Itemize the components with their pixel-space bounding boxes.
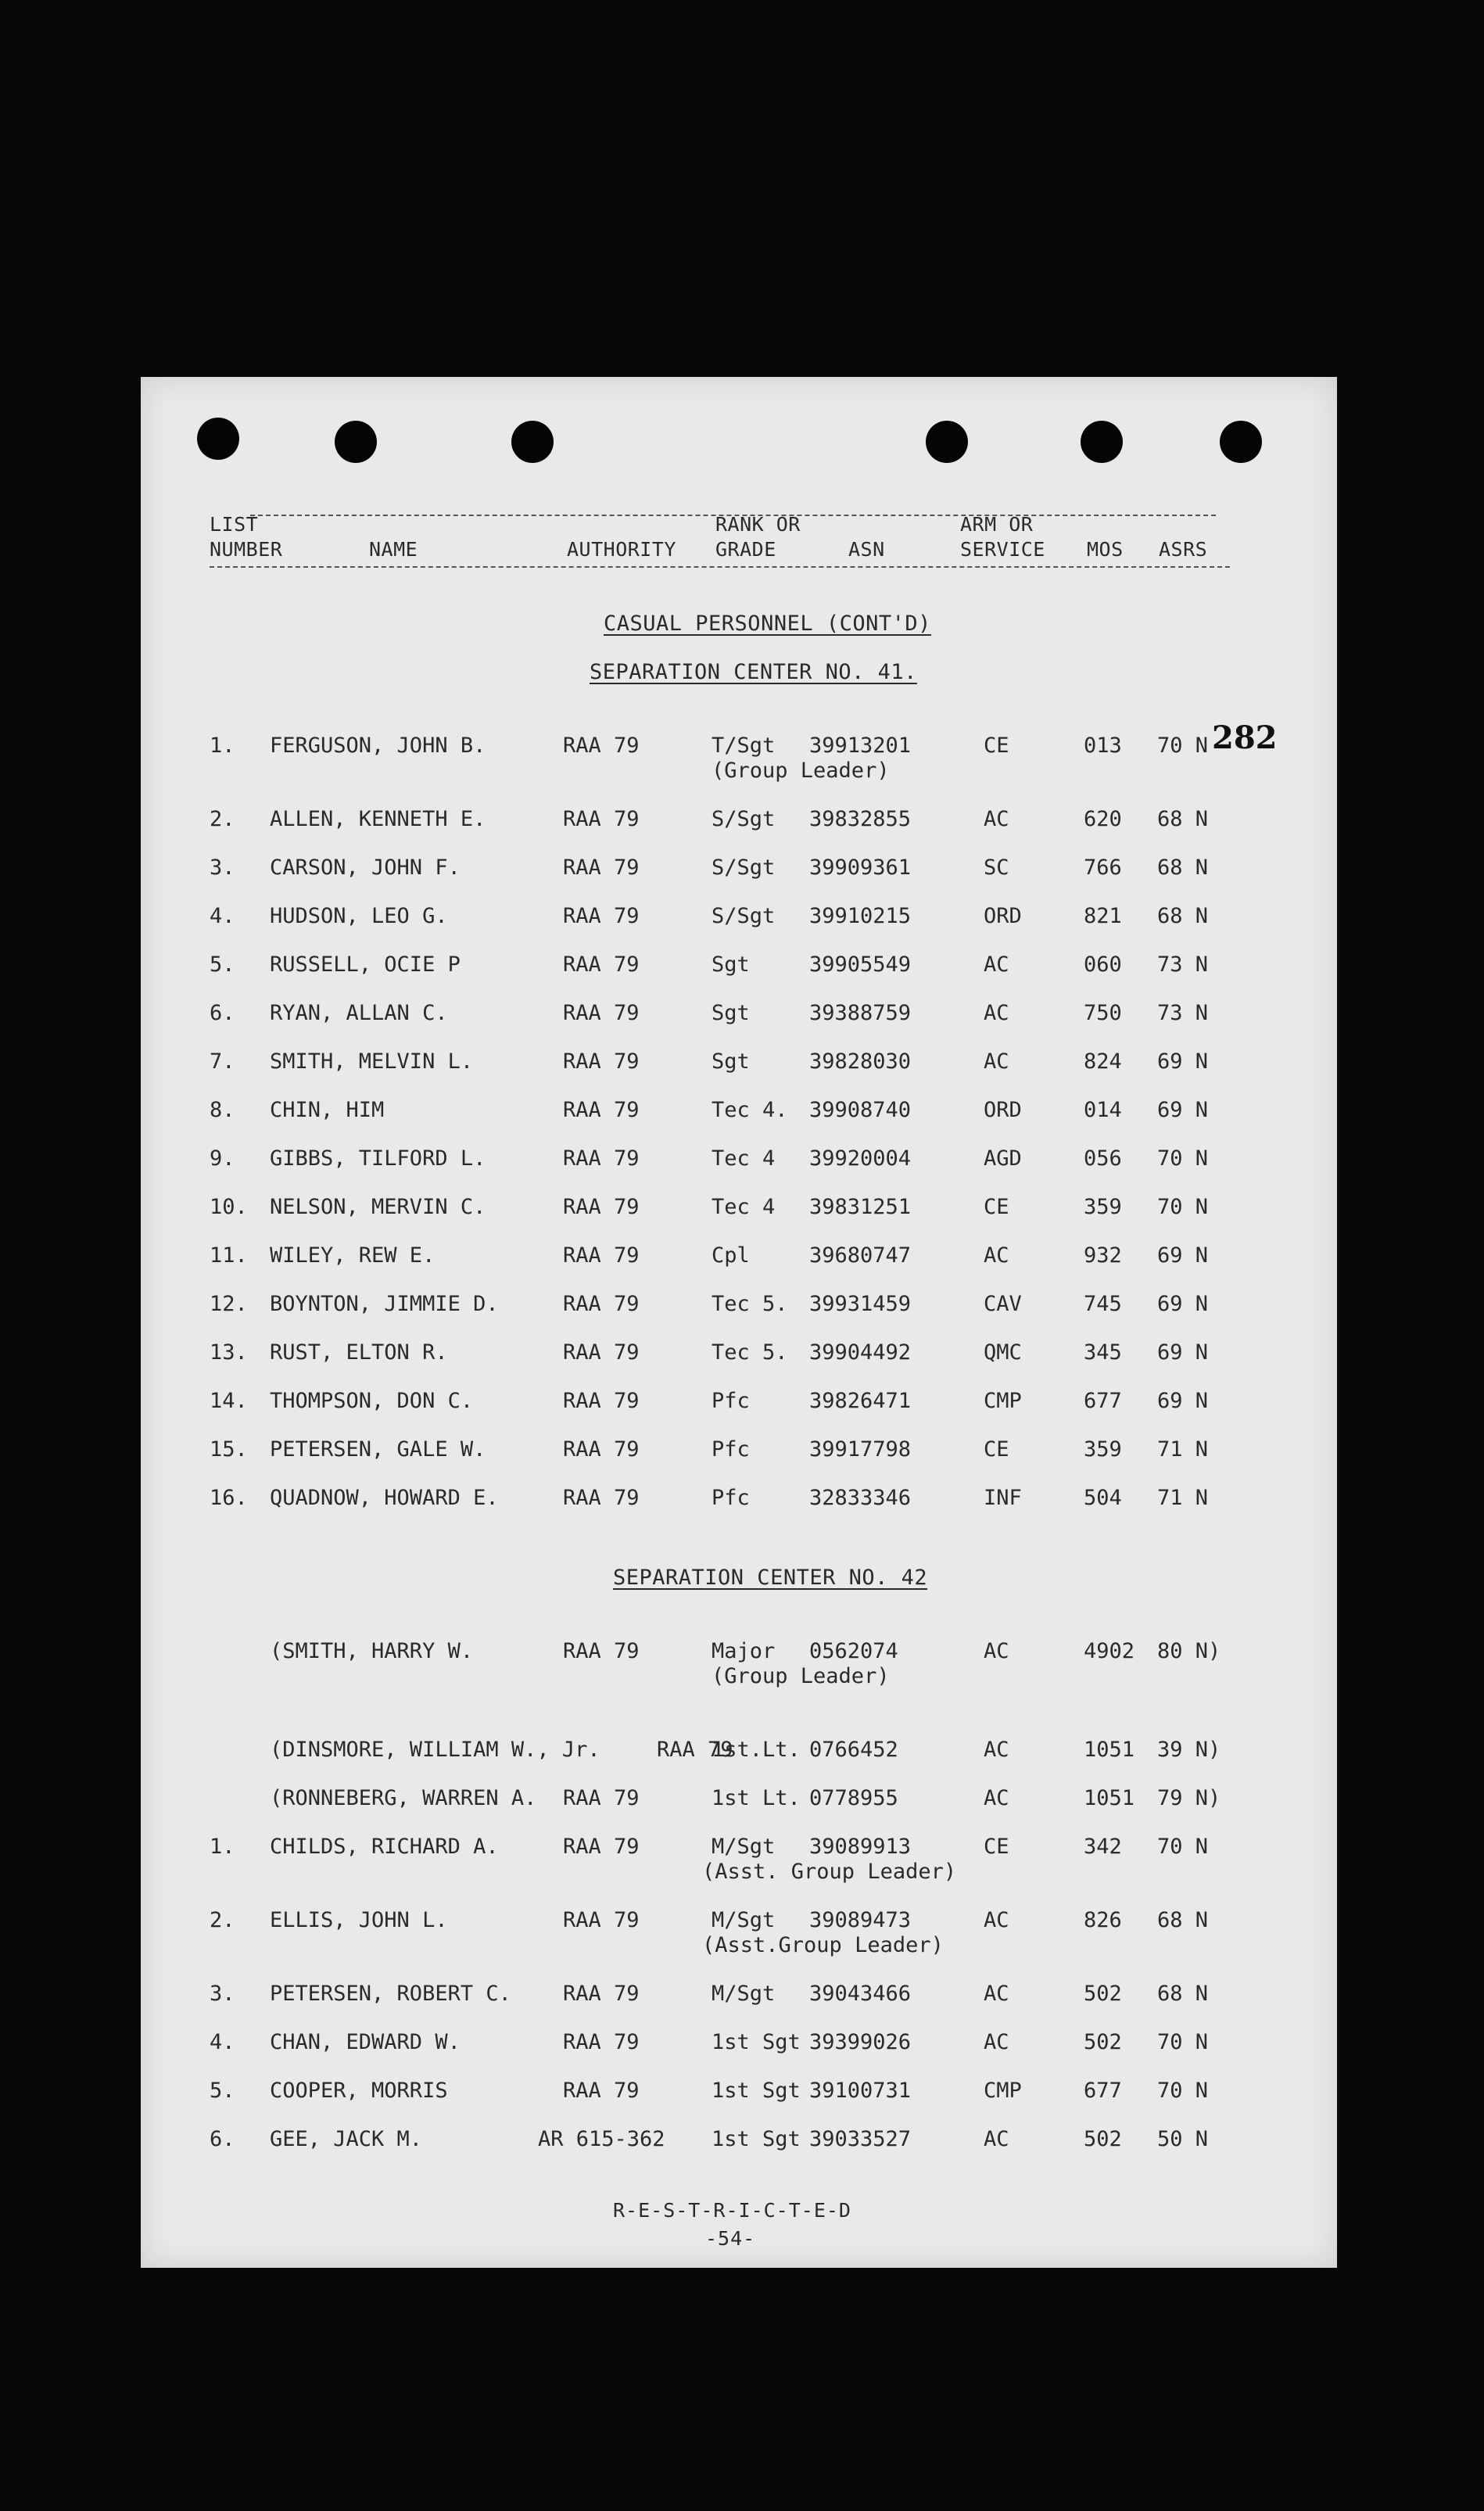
authority-cell: RAA 79 (563, 2030, 640, 2054)
service-cell: CE (984, 734, 1009, 758)
mos-cell: 359 (1084, 1437, 1122, 1462)
mos-cell: 1051 (1084, 1738, 1135, 1762)
authority-cell: RAA 79 (563, 1098, 640, 1122)
service-cell: ORD (984, 904, 1022, 928)
service-cell: CE (984, 1437, 1009, 1462)
list-number: 7. (210, 1049, 235, 1074)
asrs-cell: 69 N (1157, 1098, 1209, 1122)
name-cell: NELSON, MERVIN C. (270, 1195, 486, 1219)
table-row (141, 1340, 1337, 1367)
punch-hole (926, 421, 968, 463)
name-cell: PETERSEN, GALE W. (270, 1437, 486, 1462)
name-cell: QUADNOW, HOWARD E. (270, 1486, 499, 1510)
grade-cell: Sgt (712, 1049, 750, 1074)
name-cell: (DINSMORE, WILLIAM W., Jr. (270, 1738, 600, 1762)
page-stamp-number: 282 (1212, 719, 1278, 756)
asrs-cell: 70 N (1157, 1195, 1209, 1219)
asn-cell: 39917798 (809, 1437, 912, 1462)
mos-cell: 359 (1084, 1195, 1122, 1219)
asn-cell: 39832855 (809, 807, 912, 831)
asrs-cell: 73 N (1157, 952, 1209, 977)
role-note: (Group Leader) (712, 759, 890, 783)
mos-cell: 4902 (1084, 1639, 1135, 1663)
mos-cell: 620 (1084, 807, 1122, 831)
center-42-title: SEPARATION CENTER NO. 42 (613, 1566, 928, 1590)
header-name: NAME (369, 538, 418, 561)
service-cell: ORD (984, 1098, 1022, 1122)
asrs-cell: 68 N (1157, 1908, 1209, 1932)
asrs-cell: 68 N (1157, 807, 1209, 831)
name-cell: GIBBS, TILFORD L. (270, 1146, 486, 1171)
list-number: 12. (210, 1292, 248, 1316)
list-number: 2. (210, 1908, 235, 1932)
mos-cell: 502 (1084, 2127, 1122, 2151)
table-row (141, 2127, 1337, 2154)
name-cell: CARSON, JOHN F. (270, 856, 461, 880)
authority-cell: RAA 79 (563, 1908, 640, 1932)
list-number: 8. (210, 1098, 235, 1122)
authority-cell: RAA 79 (563, 1982, 640, 2006)
asrs-cell: 68 N (1157, 904, 1209, 928)
service-cell: AC (984, 1738, 1009, 1762)
asn-cell: 39931459 (809, 1292, 912, 1316)
name-cell: (SMITH, HARRY W. (270, 1639, 474, 1663)
asrs-cell: 79 N) (1157, 1786, 1221, 1810)
asn-cell: 39828030 (809, 1049, 912, 1074)
asrs-cell: 73 N (1157, 1001, 1209, 1025)
mos-cell: 014 (1084, 1098, 1122, 1122)
grade-cell: 1st Lt. (712, 1786, 801, 1810)
service-cell: AC (984, 1786, 1009, 1810)
table-row (141, 1098, 1337, 1125)
grade-cell: Tec 5. (712, 1292, 788, 1316)
list-number: 4. (210, 2030, 235, 2054)
mos-cell: 013 (1084, 734, 1122, 758)
asn-cell: 39909361 (809, 856, 912, 880)
service-cell: CMP (984, 1389, 1022, 1413)
name-cell: COOPER, MORRIS (270, 2079, 448, 2103)
name-cell: GEE, JACK M. (270, 2127, 423, 2151)
asrs-cell: 69 N (1157, 1243, 1209, 1268)
name-cell: RUSSELL, OCIE P (270, 952, 461, 977)
service-cell: SC (984, 856, 1009, 880)
asrs-cell: 70 N (1157, 2030, 1209, 2054)
list-number: 9. (210, 1146, 235, 1171)
list-number: 3. (210, 1982, 235, 2006)
table-row (141, 1982, 1337, 2008)
list-number: 16. (210, 1486, 248, 1510)
section-title: CASUAL PERSONNEL (CONT'D) (604, 612, 931, 636)
table-row (141, 1195, 1337, 1221)
authority-cell: RAA 79 (563, 1437, 640, 1462)
mos-cell: 342 (1084, 1835, 1122, 1859)
mos-cell: 826 (1084, 1908, 1122, 1932)
asn-cell: 39904492 (809, 1340, 912, 1365)
asrs-cell: 80 N) (1157, 1639, 1221, 1663)
name-cell: ELLIS, JOHN L. (270, 1908, 448, 1932)
asn-cell: 39100731 (809, 2079, 912, 2103)
table-row (141, 1738, 1337, 1764)
name-cell: BOYNTON, JIMMIE D. (270, 1292, 499, 1316)
authority-cell: RAA 79 (563, 856, 640, 880)
grade-cell: S/Sgt (712, 904, 776, 928)
asrs-cell: 69 N (1157, 1389, 1209, 1413)
name-cell: THOMPSON, DON C. (270, 1389, 474, 1413)
grade-cell: M/Sgt (712, 1982, 776, 2006)
service-cell: AC (984, 2127, 1009, 2151)
asrs-cell: 69 N (1157, 1340, 1209, 1365)
name-cell: RUST, ELTON R. (270, 1340, 448, 1365)
grade-cell: Tec 4. (712, 1098, 788, 1122)
asn-cell: 39910215 (809, 904, 912, 928)
role-note: (Asst. Group Leader) (702, 1860, 957, 1884)
list-number: 1. (210, 1835, 235, 1859)
authority-cell: RAA 79 (657, 1738, 733, 1762)
grade-cell: 1st Sgt (712, 2030, 801, 2054)
asn-cell: 39043466 (809, 1982, 912, 2006)
asn-cell: 39913201 (809, 734, 912, 758)
asrs-cell: 68 N (1157, 1982, 1209, 2006)
authority-cell: RAA 79 (563, 734, 640, 758)
punch-hole (511, 421, 554, 463)
asn-cell: 39388759 (809, 1001, 912, 1025)
authority-cell: RAA 79 (563, 1243, 640, 1268)
asn-cell: 39831251 (809, 1195, 912, 1219)
table-row (141, 1243, 1337, 1270)
list-number: 5. (210, 2079, 235, 2103)
header-rule-bottom (210, 566, 1230, 568)
table-row (141, 2030, 1337, 2057)
service-cell: CE (984, 1835, 1009, 1859)
list-number: 5. (210, 952, 235, 977)
table-row (141, 1049, 1337, 1076)
table-row (141, 1908, 1337, 1957)
grade-cell: S/Sgt (712, 807, 776, 831)
asn-cell: 39680747 (809, 1243, 912, 1268)
table-row (141, 1146, 1337, 1173)
asn-cell: 39920004 (809, 1146, 912, 1171)
punch-hole (197, 418, 239, 460)
service-cell: AC (984, 1639, 1009, 1663)
authority-cell: RAA 79 (563, 904, 640, 928)
authority-cell: RAA 79 (563, 1786, 640, 1810)
table-row (141, 1835, 1337, 1884)
grade-cell: Tec 4 (712, 1146, 776, 1171)
service-cell: AC (984, 1982, 1009, 2006)
name-cell: FERGUSON, JOHN B. (270, 734, 486, 758)
table-row (141, 856, 1337, 882)
grade-cell: Pfc (712, 1389, 750, 1413)
list-number: 1. (210, 734, 235, 758)
authority-cell: RAA 79 (563, 1835, 640, 1859)
table-row (141, 1001, 1337, 1028)
page-number: -54- (705, 2227, 756, 2250)
asrs-cell: 68 N (1157, 856, 1209, 880)
list-number: 14. (210, 1389, 248, 1413)
name-cell: RYAN, ALLAN C. (270, 1001, 448, 1025)
name-cell: PETERSEN, ROBERT C. (270, 1982, 511, 2006)
mos-cell: 502 (1084, 1982, 1122, 2006)
restricted-marking: R-E-S-T-R-I-C-T-E-D (613, 2199, 851, 2222)
mos-cell: 345 (1084, 1340, 1122, 1365)
table-row (141, 1486, 1337, 1512)
name-cell: SMITH, MELVIN L. (270, 1049, 474, 1074)
asrs-cell: 39 N) (1157, 1738, 1221, 1762)
mos-cell: 1051 (1084, 1786, 1135, 1810)
list-number: 6. (210, 2127, 235, 2151)
asn-cell: 39905549 (809, 952, 912, 977)
role-note: (Asst.Group Leader) (702, 1933, 944, 1957)
name-cell: HUDSON, LEO G. (270, 904, 448, 928)
grade-cell: 1st.Lt. (712, 1738, 801, 1762)
table-row (141, 1786, 1337, 1813)
grade-cell: Tec 5. (712, 1340, 788, 1365)
table-row (141, 807, 1337, 834)
asrs-cell: 70 N (1157, 1835, 1209, 1859)
asrs-cell: 70 N (1157, 2079, 1209, 2103)
asn-cell: 39399026 (809, 2030, 912, 2054)
header-arm-or: ARM OR (960, 513, 1034, 536)
asn-cell: 39908740 (809, 1098, 912, 1122)
grade-cell: Tec 4 (712, 1195, 776, 1219)
grade-cell: Pfc (712, 1486, 750, 1510)
service-cell: AC (984, 807, 1009, 831)
asn-cell: 39033527 (809, 2127, 912, 2151)
mos-cell: 060 (1084, 952, 1122, 977)
grade-cell: Pfc (712, 1437, 750, 1462)
authority-cell: RAA 79 (563, 1049, 640, 1074)
name-cell: CHILDS, RICHARD A. (270, 1835, 499, 1859)
list-number: 10. (210, 1195, 248, 1219)
mos-cell: 745 (1084, 1292, 1122, 1316)
list-number: 11. (210, 1243, 248, 1268)
grade-cell: Sgt (712, 1001, 750, 1025)
asrs-cell: 71 N (1157, 1437, 1209, 1462)
mos-cell: 677 (1084, 2079, 1122, 2103)
grade-cell: M/Sgt (712, 1908, 776, 1932)
table-row (141, 1437, 1337, 1464)
service-cell: AC (984, 1001, 1009, 1025)
authority-cell: RAA 79 (563, 1001, 640, 1025)
mos-cell: 766 (1084, 856, 1122, 880)
list-number: 2. (210, 807, 235, 831)
table-row (141, 952, 1337, 979)
service-cell: AGD (984, 1146, 1022, 1171)
header-rank-or: RANK OR (715, 513, 801, 536)
header-mos: MOS (1087, 538, 1124, 561)
grade-cell: Sgt (712, 952, 750, 977)
authority-cell: AR 615-362 (538, 2127, 665, 2151)
header-list: LIST (210, 513, 259, 536)
service-cell: AC (984, 1049, 1009, 1074)
service-cell: AC (984, 2030, 1009, 2054)
asrs-cell: 69 N (1157, 1292, 1209, 1316)
service-cell: AC (984, 952, 1009, 977)
service-cell: CMP (984, 2079, 1022, 2103)
asn-cell: 39089473 (809, 1908, 912, 1932)
list-number: 15. (210, 1437, 248, 1462)
service-cell: AC (984, 1243, 1009, 1268)
grade-cell: 1st Sgt (712, 2079, 801, 2103)
asrs-cell: 69 N (1157, 1049, 1209, 1074)
grade-cell: Major (712, 1639, 776, 1663)
role-note: (Group Leader) (712, 1664, 890, 1688)
authority-cell: RAA 79 (563, 1639, 640, 1663)
asrs-cell: 71 N (1157, 1486, 1209, 1510)
authority-cell: RAA 79 (563, 1195, 640, 1219)
mos-cell: 056 (1084, 1146, 1122, 1171)
asrs-cell: 70 N (1157, 734, 1209, 758)
asrs-cell: 70 N (1157, 1146, 1209, 1171)
list-number: 13. (210, 1340, 248, 1365)
service-cell: AC (984, 1908, 1009, 1932)
authority-cell: RAA 79 (563, 807, 640, 831)
table-row (141, 1639, 1337, 1688)
mos-cell: 504 (1084, 1486, 1122, 1510)
asrs-cell: 50 N (1157, 2127, 1209, 2151)
punch-hole (1220, 421, 1262, 463)
grade-cell: M/Sgt (712, 1835, 776, 1859)
asn-cell: 39089913 (809, 1835, 912, 1859)
service-cell: INF (984, 1486, 1022, 1510)
asn-cell: 32833346 (809, 1486, 912, 1510)
service-cell: CE (984, 1195, 1009, 1219)
table-row (141, 2079, 1337, 2105)
grade-cell: Cpl (712, 1243, 750, 1268)
header-number: NUMBER (210, 538, 283, 561)
grade-cell: T/Sgt (712, 734, 776, 758)
mos-cell: 824 (1084, 1049, 1122, 1074)
name-cell: WILEY, REW E. (270, 1243, 436, 1268)
center-41-title: SEPARATION CENTER NO. 41. (590, 660, 917, 684)
punch-hole (1081, 421, 1123, 463)
asn-cell: 39826471 (809, 1389, 912, 1413)
name-cell: CHIN, HIM (270, 1098, 385, 1122)
service-cell: CAV (984, 1292, 1022, 1316)
header-asrs: ASRS (1159, 538, 1208, 561)
asn-cell: 0766452 (809, 1738, 898, 1762)
mos-cell: 677 (1084, 1389, 1122, 1413)
punch-hole (335, 421, 377, 463)
header-asn: ASN (848, 538, 885, 561)
name-cell: ALLEN, KENNETH E. (270, 807, 486, 831)
grade-cell: S/Sgt (712, 856, 776, 880)
header-grade: GRADE (715, 538, 776, 561)
table-row (141, 904, 1337, 931)
header-service: SERVICE (960, 538, 1045, 561)
mos-cell: 821 (1084, 904, 1122, 928)
name-cell: CHAN, EDWARD W. (270, 2030, 461, 2054)
grade-cell: 1st Sgt (712, 2127, 801, 2151)
list-number: 6. (210, 1001, 235, 1025)
mos-cell: 750 (1084, 1001, 1122, 1025)
list-number: 4. (210, 904, 235, 928)
table-row (141, 734, 1337, 783)
authority-cell: RAA 79 (563, 952, 640, 977)
table-row (141, 1389, 1337, 1415)
authority-cell: RAA 79 (563, 1389, 640, 1413)
asn-cell: 0562074 (809, 1639, 898, 1663)
authority-cell: RAA 79 (563, 1340, 640, 1365)
list-number: 3. (210, 856, 235, 880)
authority-cell: RAA 79 (563, 1486, 640, 1510)
mos-cell: 502 (1084, 2030, 1122, 2054)
mos-cell: 932 (1084, 1243, 1122, 1268)
authority-cell: RAA 79 (563, 1292, 640, 1316)
document-page (141, 377, 1337, 2268)
asn-cell: 0778955 (809, 1786, 898, 1810)
table-row (141, 1292, 1337, 1318)
authority-cell: RAA 79 (563, 2079, 640, 2103)
name-cell: (RONNEBERG, WARREN A. (270, 1786, 537, 1810)
header-authority: AUTHORITY (567, 538, 676, 561)
service-cell: QMC (984, 1340, 1022, 1365)
authority-cell: RAA 79 (563, 1146, 640, 1171)
